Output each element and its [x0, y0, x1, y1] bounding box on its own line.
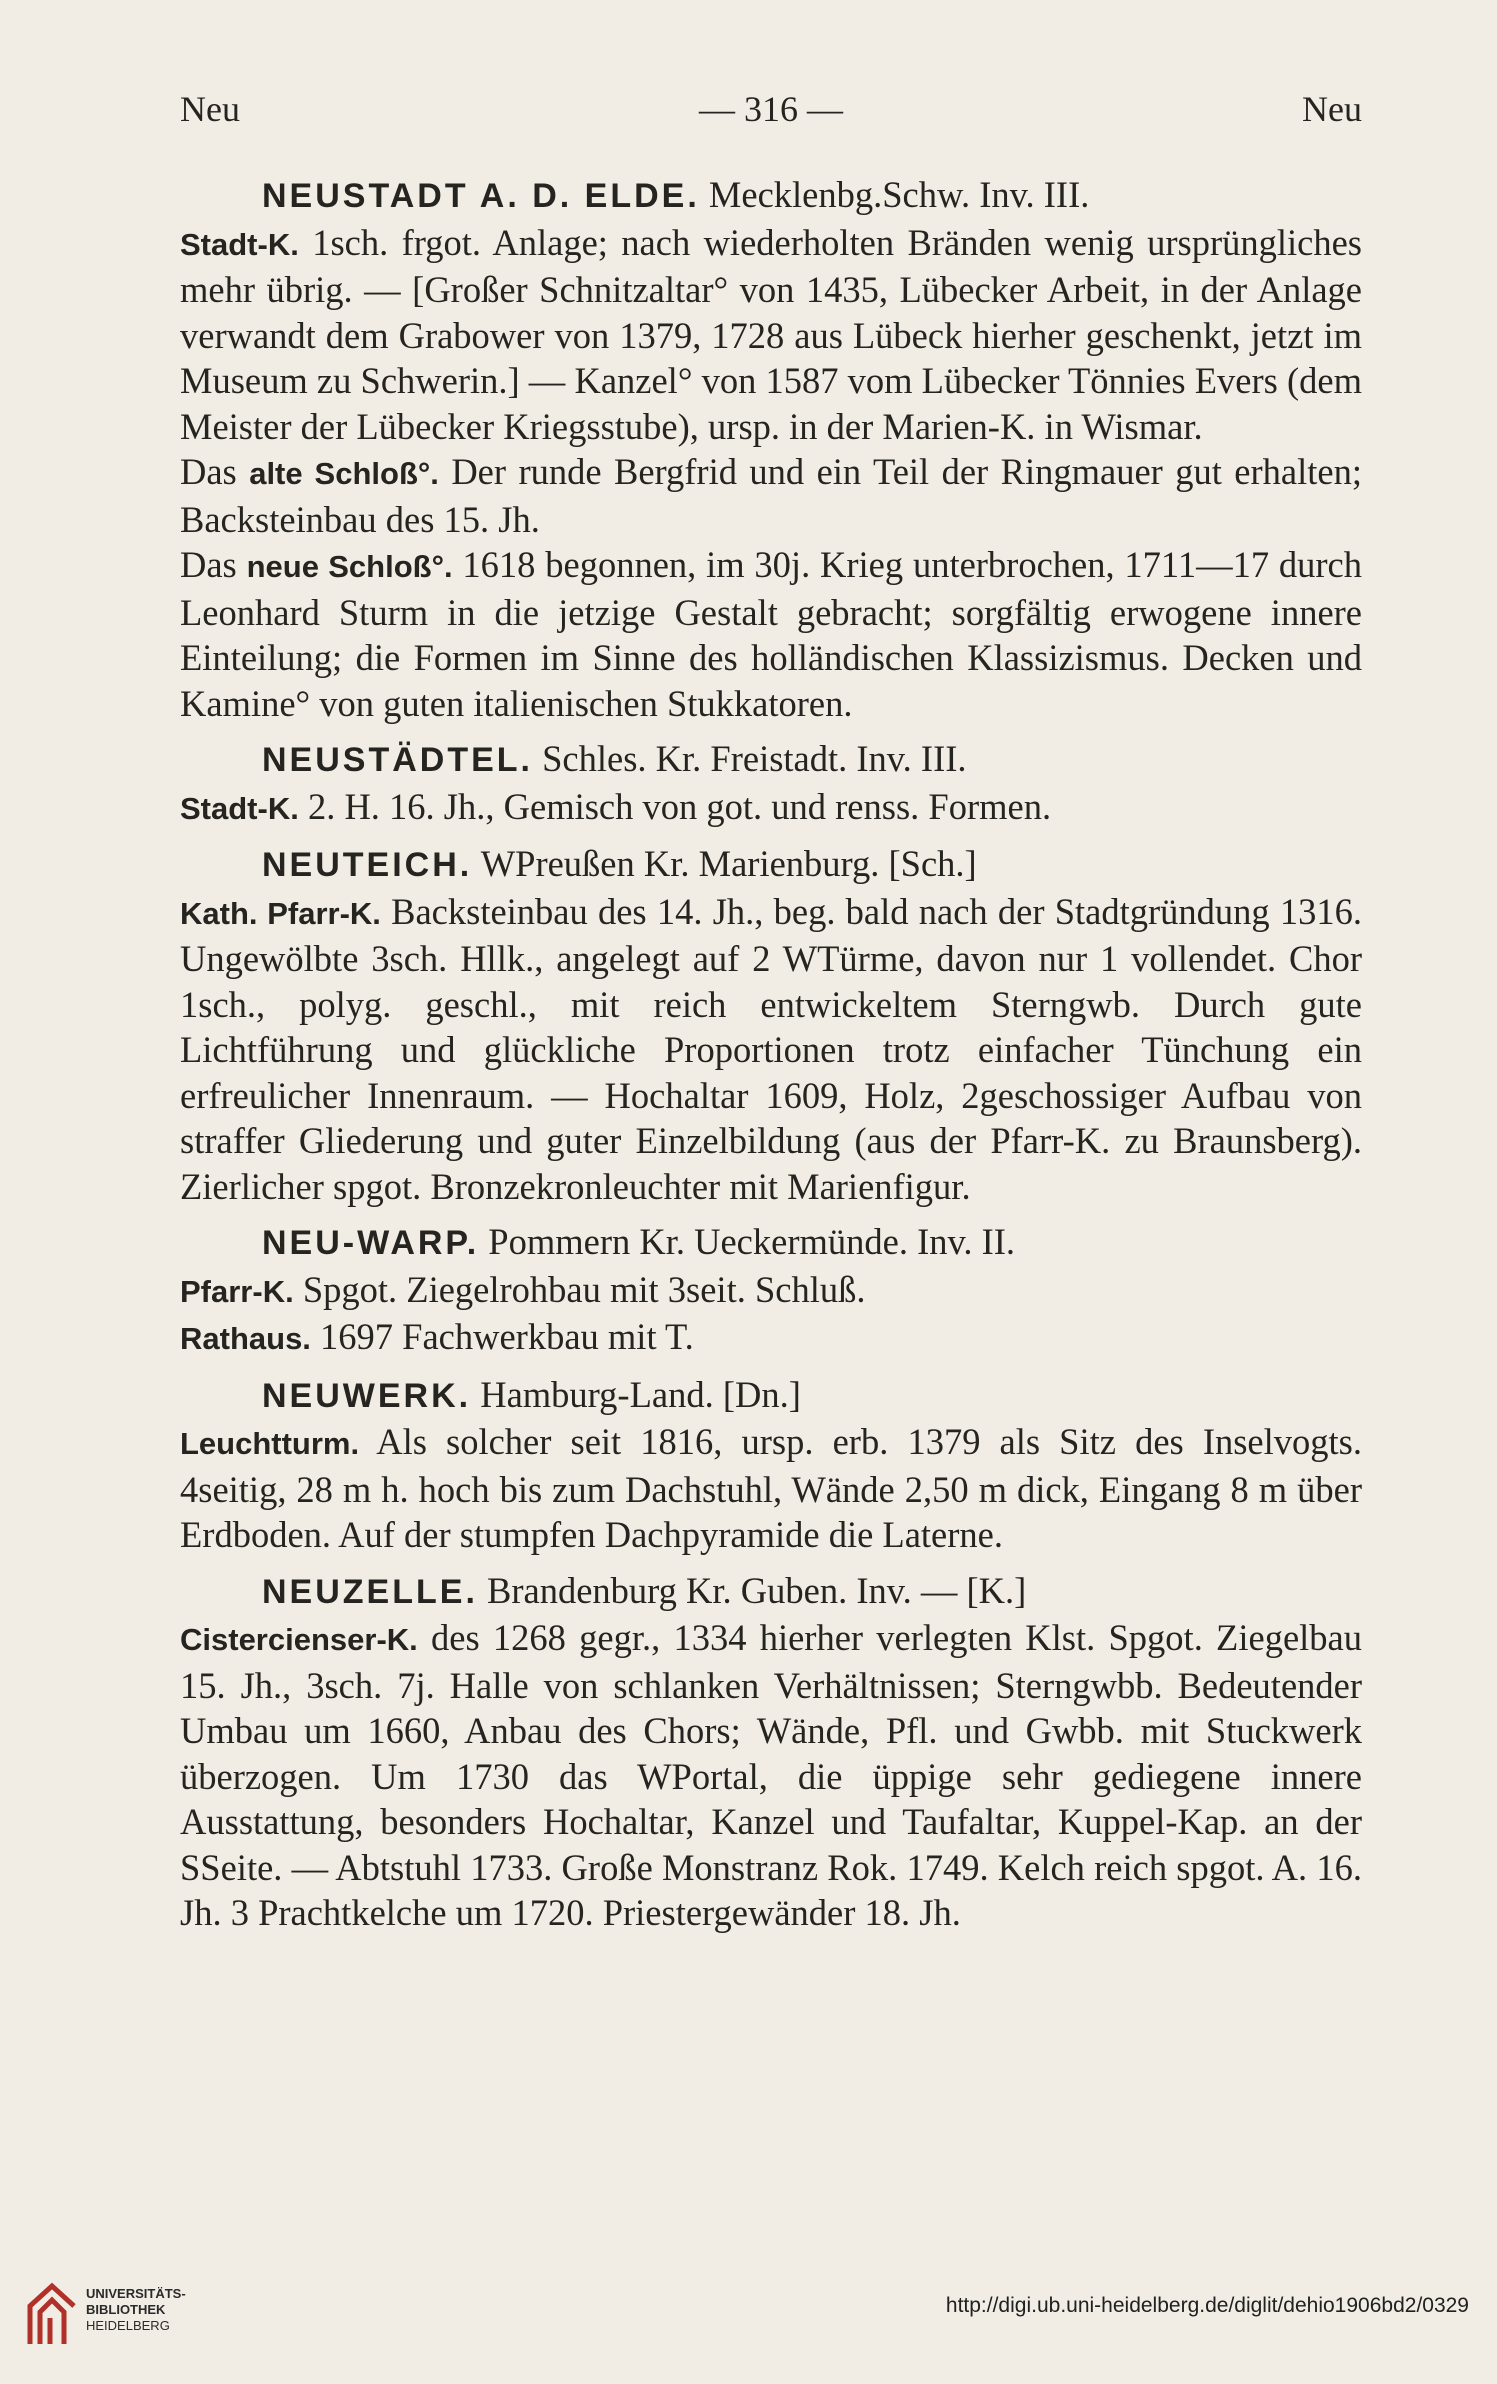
place-info: Hamburg-Land. [Dn.] — [471, 1373, 801, 1415]
entry-heading — [180, 1219, 1362, 1267]
description-text: Spgot. Ziegelrohbau mit 3seit. Schluß. — [293, 1268, 866, 1310]
description-text: 1618 begonnen, im 30j. Krieg unterbrochen, 1711—17 durch Leonhard Sturm in die jetzige Gestalt gebracht; sorgfältig erwogene innere Einteilung; die Formen im Sinne des holländischen Klassizismus. Decken und Kamine° von guten italienischen Stukkatoren. — [180, 544, 1363, 724]
building-name: neue Schloß°. — [246, 549, 453, 584]
library-name-line-2: BIBLIOTHEK — [86, 2302, 166, 2317]
entry-heading — [180, 1568, 1362, 1616]
place-info: WPreußen Kr. Marienburg. [Sch.] — [472, 843, 977, 884]
place-name: NEUTEICH. — [262, 846, 473, 884]
entry-paragraph — [180, 889, 1362, 1210]
entry-paragraph — [180, 220, 1362, 450]
place-info: Schles. Kr. Freistadt. Inv. III. — [533, 738, 967, 779]
description-text: 1697 Fachwerkbau mit T. — [310, 1316, 694, 1357]
entry-paragraph — [180, 542, 1362, 726]
entry-paragraph — [180, 1419, 1362, 1558]
entry-paragraph — [180, 449, 1362, 542]
place-info: Brandenburg Kr. Guben. Inv. — [K.] — [477, 1569, 1027, 1611]
place-name: NEUSTADT A. D. ELDE. — [262, 177, 700, 215]
building-name: Stadt-K. — [180, 226, 299, 262]
description-text: 1sch. frgot. Anlage; nach wiederholten Bränden wenig ursprüngliches mehr übrig. — [Großer Schnitzaltar° von 1435, Lübecker Arbeit, in der Anlage verwandt dem Grabower von 1379, 1728 aus Lübeck hierher geschenkt, jetzt im Museum zu Schwerin.] — Kanzel° von 1587 vom Lübecker Tönnies Evers (dem Meister der Lübecker Kriegsstube), ursp. in der Marien-K. in Wismar. — [180, 221, 1362, 447]
entry-paragraph — [180, 1615, 1362, 1936]
building-name: Rathaus. — [180, 1321, 311, 1356]
description-text: 2. H. 16. Jh., Gemisch von got. und renss. Formen. — [298, 785, 1052, 827]
entry — [180, 1568, 1362, 1936]
place-name: NEU-WARP. — [262, 1224, 480, 1262]
entry — [180, 736, 1362, 831]
entry-heading — [180, 172, 1362, 220]
building-name: Cistercienser-K. — [180, 1622, 418, 1657]
header-left: Neu — [180, 89, 240, 129]
library-name-line-1: UNIVERSITÄTS- — [86, 2286, 186, 2301]
entry-heading — [180, 1372, 1362, 1420]
place-info: Pommern Kr. Ueckermünde. Inv. II. — [479, 1221, 1016, 1262]
library-name-line-3: HEIDELBERG — [86, 2318, 170, 2333]
entry-paragraph — [180, 784, 1362, 832]
description-text: Als solcher seit 1816, ursp. erb. 1379 als Sitz des Inselvogts. 4seitig, 28 m h. hoch bis zum Dachstuhl, Wände 2,50 m dick, Eingang 8 m über Erdboden. Auf der stumpfen Dachpyramide die Laterne. — [180, 1421, 1362, 1555]
header-right: Neu — [1302, 89, 1362, 129]
footer — [0, 2268, 1497, 2368]
paragraph-prefix: Das — [180, 544, 247, 585]
entry-paragraph — [180, 1314, 1362, 1362]
entry-paragraph — [180, 1267, 1362, 1315]
description-text: des 1268 gegr., 1334 hierher verlegten Klst. Spgot. Ziegelbau 15. Jh., 3sch. 7j. Halle von schlanken Verhältnissen; Sterngwbb. Bedeutender Umbau um 1660, Anbau des Chors; Wände, Pfl. und Gwbb. mit Stuckwerk überzogen. Um 1730 das WPortal, die üppige sehr gediegene innere Ausstattung, besonders Hochaltar, Kanzel und Taufaltar, Kuppel-Kap. an der SSeite. — Abtstuhl 1733. Große Monstranz Rok. 1749. Kelch reich spgot. A. 16. Jh. 3 Prachtkelche um 1720. Priestergewänder 18. Jh. — [180, 1617, 1362, 1933]
entry — [180, 1372, 1362, 1558]
place-name: NEUZELLE. — [262, 1572, 478, 1611]
library-name — [86, 2286, 186, 2334]
description-text: Der runde Bergfrid und ein Teil der Ringmauer gut erhalten; Backsteinbau des 15. Jh. — [180, 451, 1362, 540]
building-name: Kath. Pfarr-K. — [180, 895, 381, 931]
place-name: NEUWERK. — [262, 1376, 472, 1415]
entry — [180, 841, 1362, 1209]
page-number: — 316 — — [699, 89, 843, 129]
source-url-link[interactable]: http://digi.ub.uni-heidelberg.de/diglit/dehio1906bd2/0329 — [945, 2294, 1469, 2317]
entry-heading — [180, 736, 1362, 784]
entry — [180, 172, 1362, 726]
place-name: NEUSTÄDTEL. — [262, 741, 533, 779]
paragraph-prefix: Das — [180, 451, 250, 492]
building-name: Pfarr-K. — [180, 1273, 294, 1309]
place-info: Mecklenbg.Schw. Inv. III. — [699, 174, 1090, 215]
entry-heading — [180, 841, 1362, 889]
building-name: Stadt-K. — [180, 790, 299, 826]
page-body — [180, 172, 1362, 1936]
entry — [180, 1219, 1362, 1362]
building-name: Leuchtturm. — [180, 1426, 360, 1461]
library-logo-icon — [24, 2278, 80, 2350]
description-text: Backsteinbau des 14. Jh., beg. bald nach der Stadtgründung 1316. Ungewölbte 3sch. Hllk., angelegt auf 2 WTürme, davon nur 1 vollendet. Chor 1sch., polyg. geschl., mit reich entwickeltem Sterngwb. Durch gute Lichtführung und glückliche Proportionen trotz einfacher Tünchung ein erfreulicher Innenraum. — Hochaltar 1609, Holz, 2geschossiger Aufbau von straffer Gliederung und guter Einzelbildung (aus der Pfarr-K. zu Braunsberg). Zierlicher spgot. Bronzekronleuchter mit Marienfigur. — [180, 890, 1362, 1207]
building-name: alte Schloß°. — [249, 456, 439, 491]
running-header — [180, 88, 1362, 138]
